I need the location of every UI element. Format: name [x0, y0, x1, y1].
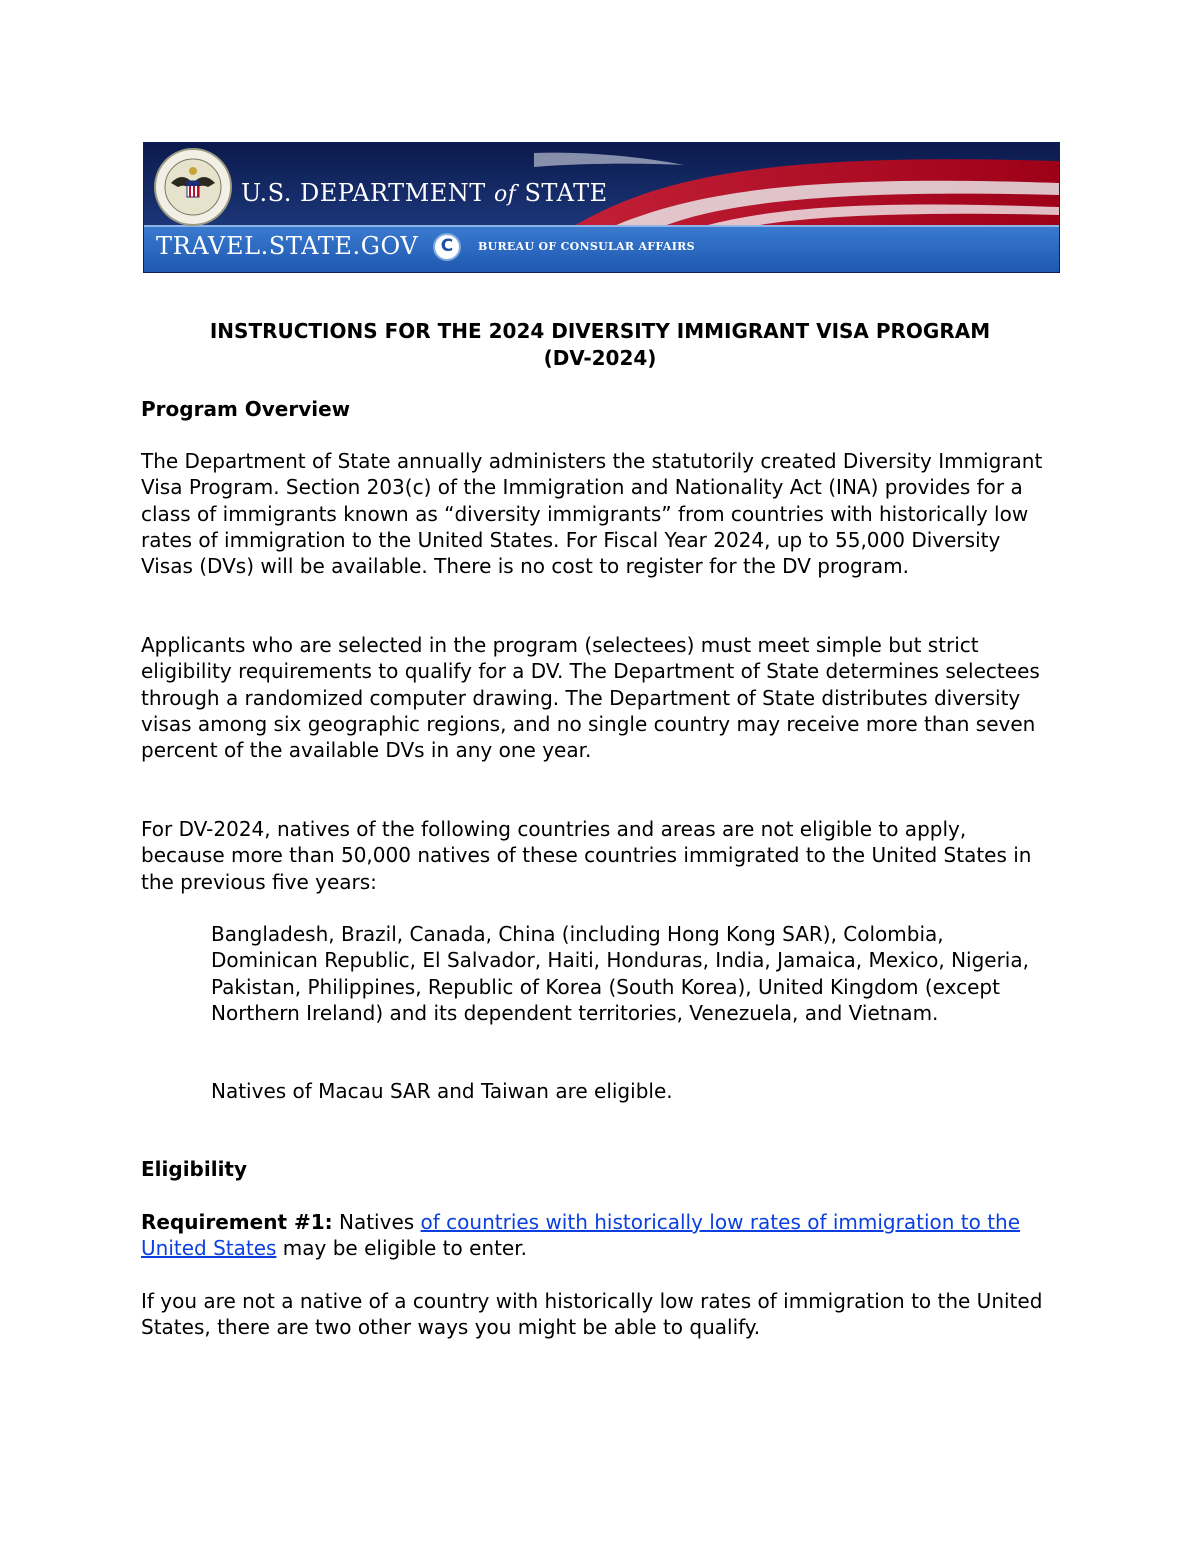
department-of-state-title: U.S. DEPARTMENT of STATE	[241, 179, 608, 207]
requirement-1-prefix: Natives	[332, 1210, 421, 1234]
requirement-1-label: Requirement #1:	[141, 1210, 333, 1234]
travel-state-gov-logo-text: TRAVEL.STATE.GOV	[156, 232, 419, 260]
closing-paragraph: If you are not a native of a country with historically low rates of immigration to the United States, there are two other ways you might be able to qualify.	[141, 1289, 1043, 1340]
ineligible-countries-list: Bangladesh, Brazil, Canada, China (including Hong Kong SAR), Colombia, Dominican Republic, El Salvador, Haiti, Honduras, India, Jamaica, Mexico, Nigeria, Pakistan, Philippines, Republic of Korea (South Korea), United Kingdom (except Northern Ireland) and its dependent territories, Venezuela, and Vietnam.	[211, 922, 1029, 1025]
dos-banner	[143, 142, 1060, 273]
title-line-1: INSTRUCTIONS FOR THE 2024 DIVERSITY IMMIGRANT VISA PROGRAM	[209, 319, 991, 343]
program-overview-heading: Program Overview	[141, 397, 351, 421]
title-line-2: (DV-2024)	[543, 346, 657, 370]
overview-paragraph-3: For DV-2024, natives of the following countries and areas are not eligible to apply, because more than 50,000 natives of these countries immigrated to the United States in the previous five years:	[141, 817, 1032, 894]
eligible-natives-note: Natives of Macau SAR and Taiwan are eligible.	[211, 1079, 673, 1103]
eligibility-heading: Eligibility	[141, 1157, 248, 1181]
consular-affairs-c-icon: C	[433, 233, 461, 261]
requirement-1-paragraph	[141, 1209, 1056, 1262]
bureau-of-consular-affairs-text: BUREAU OF CONSULAR AFFAIRS	[478, 240, 695, 253]
low-immigration-countries-link[interactable]: of countries with historically low rates of immigration to the United States	[141, 1210, 1021, 1261]
department-of-state-seal-icon	[155, 149, 231, 225]
overview-paragraph-2: Applicants who are selected in the program (selectees) must meet simple but strict eligibility requirements to qualify for a DV. The Department of State determines selectees through a randomized computer drawing. The Department of State distributes diversity visas among six geographic regions, and no single country may receive more than seven percent of the available DVs in any one year.	[141, 633, 1040, 763]
requirement-1-suffix: may be eligible to enter.	[276, 1236, 527, 1261]
document-title	[141, 318, 1059, 372]
overview-paragraph-1: The Department of State annually administers the statutorily created Diversity Immigrant Visa Program. Section 203(c) of the Immigration and Nationality Act (INA) provides for a class of immigrants known as “diversity immigrants” from countries with historically low rates of immigration to the United States. For Fiscal Year 2024, up to 55,000 Diversity Visas (DVs) will be available. There is no cost to register for the DV program.	[141, 449, 1043, 579]
